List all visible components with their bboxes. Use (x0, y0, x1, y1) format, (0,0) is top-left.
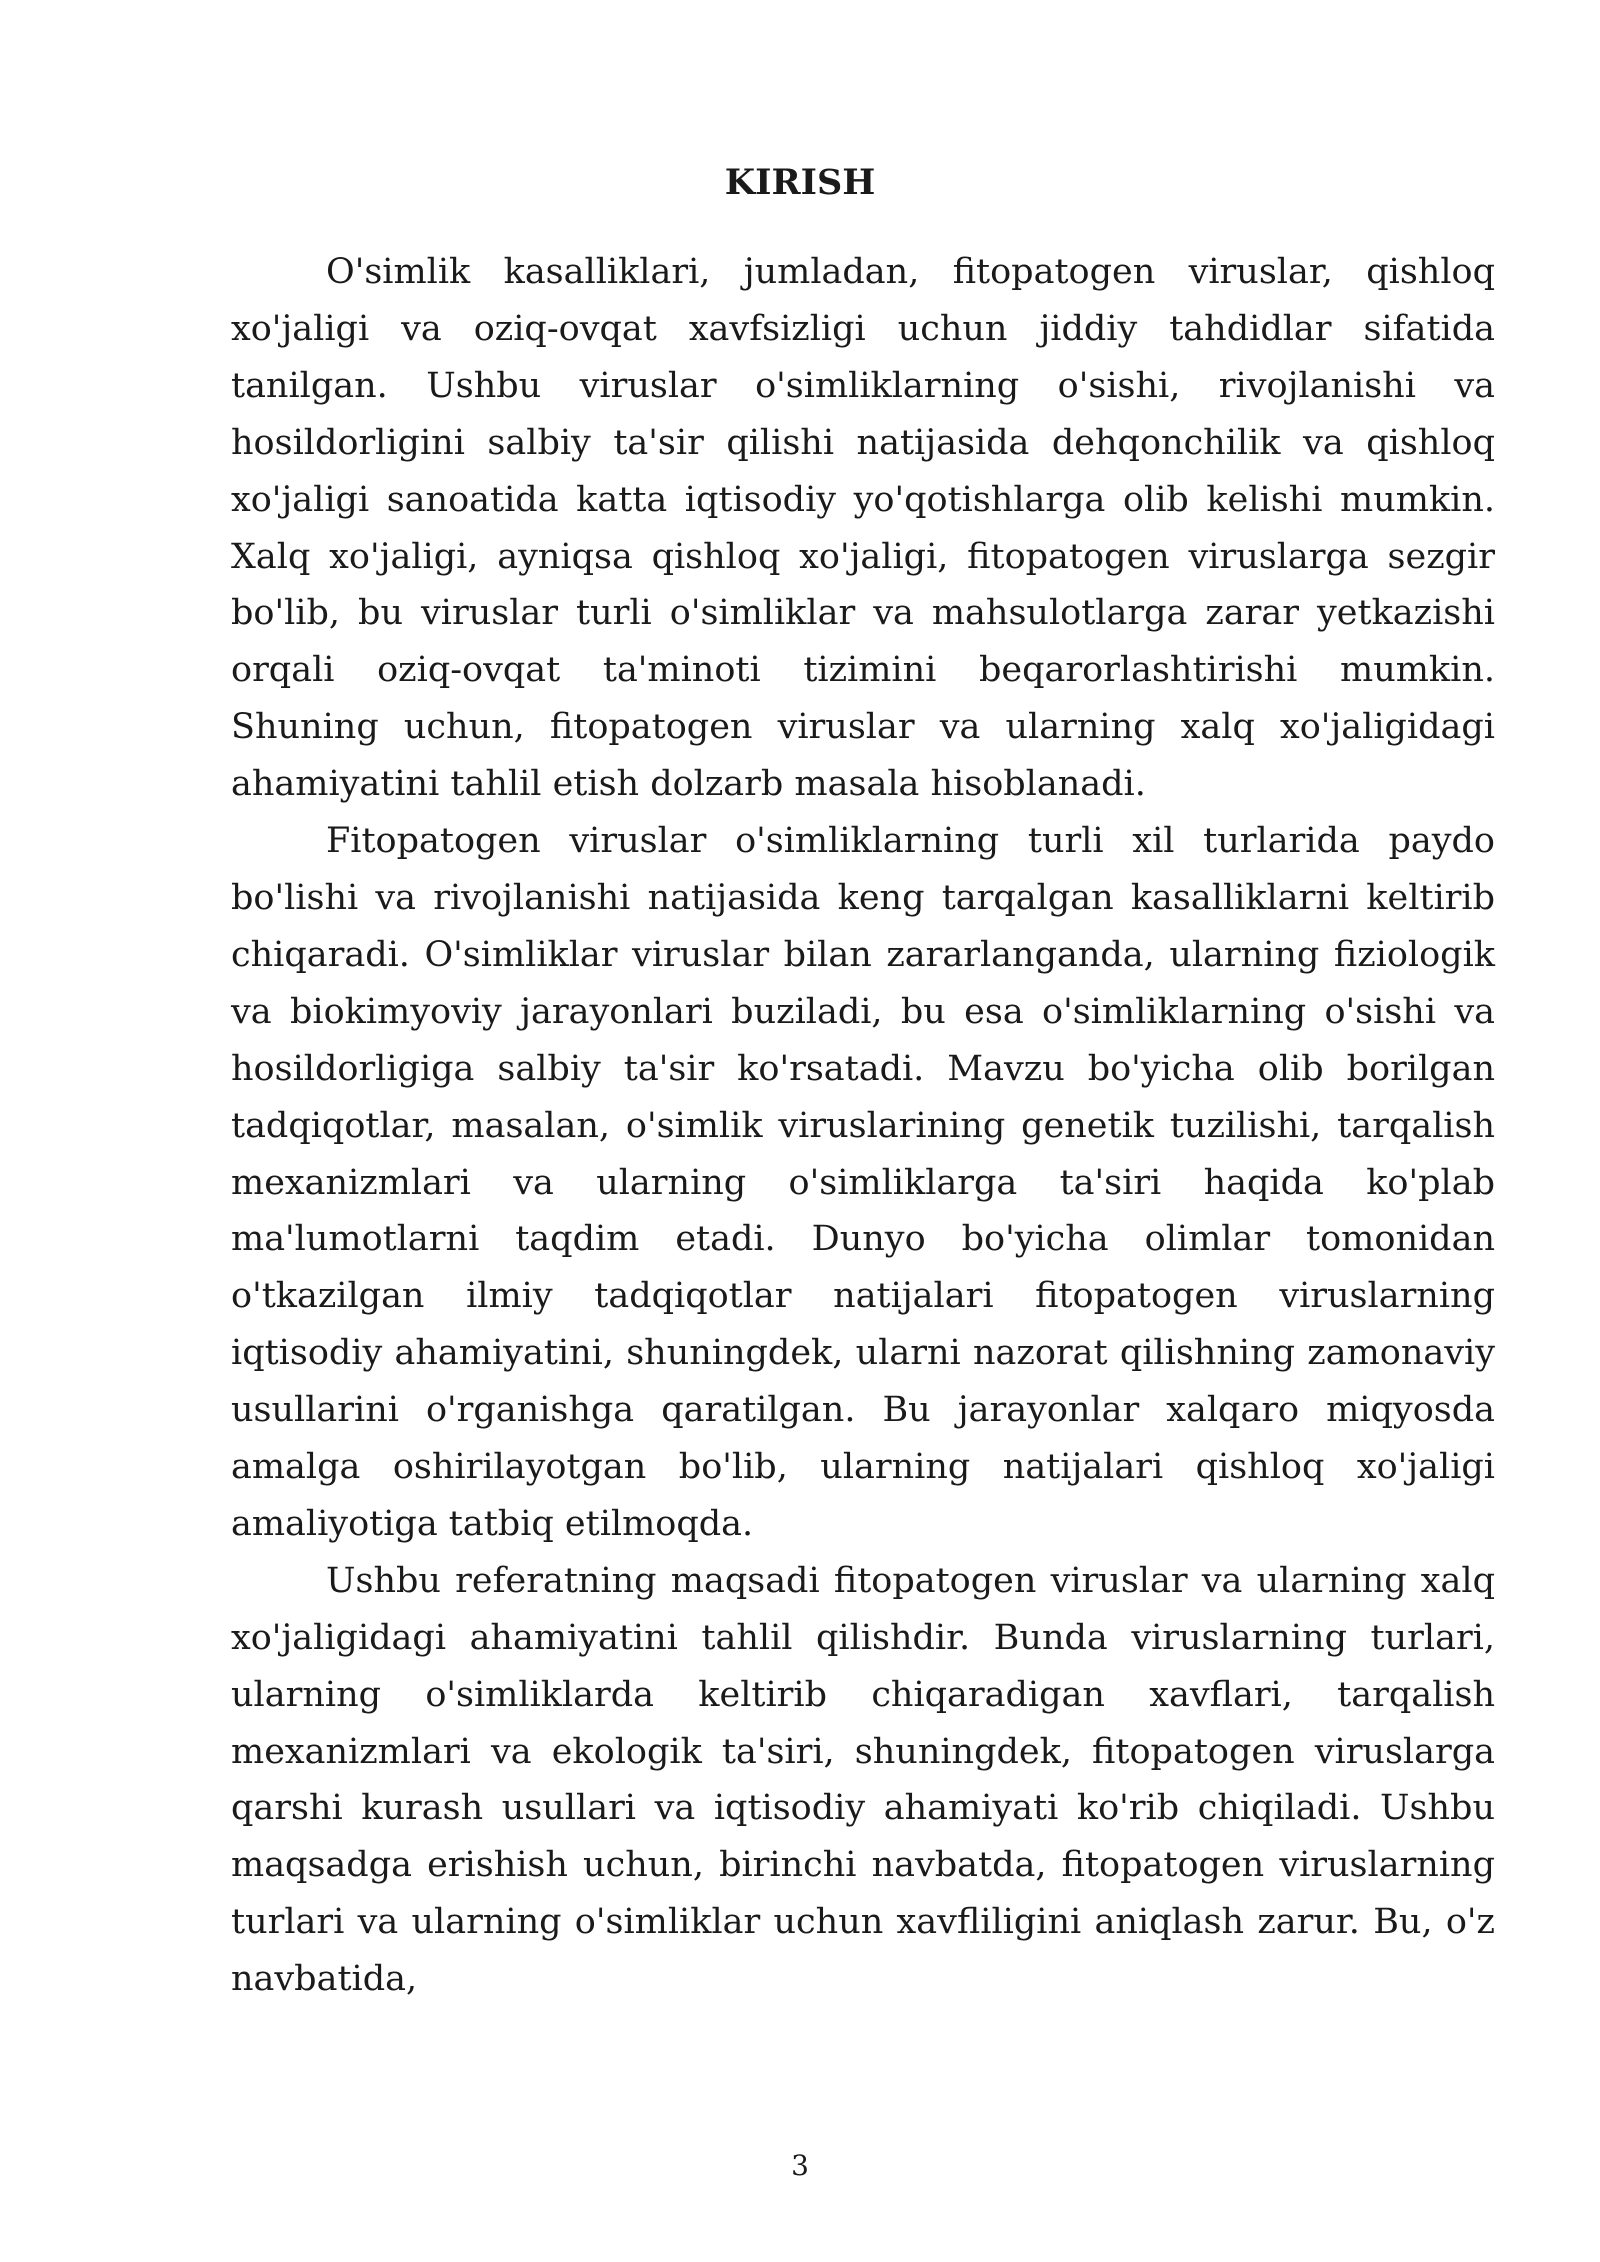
page-title: KIRISH (724, 162, 876, 203)
page-number: 3 (791, 2149, 809, 2182)
body-text (231, 244, 1495, 2008)
paragraph-3: Ushbu referatning maqsadi fitopatogen viruslar va ularning xalq xo'jaligidagi ahamiyatini tahlil qilishdir. Bunda viruslarning turlari, ularning o'simliklarda keltirib chiqaradigan xavflari, tarqalish mexanizmlari va ekologik ta'siri, shuningdek, fitopatogen viruslarga qarshi kurash usullari va iqtisodiy ahamiyati ko'rib chiqiladi. Ushbu maqsadga erishish uchun, birinchi navbatda, fitopatogen viruslarning turlari va ularning o'simliklar uchun xavfliligini aniqlash zarur. Bu, o'z navbatida, (231, 1560, 1495, 2000)
paragraph-1: O'simlik kasalliklari, jumladan, fitopatogen viruslar, qishloq xo'jaligi va oziq-ovqat xavfsizligi uchun jiddiy tahdidlar sifatida tanilgan. Ushbu viruslar o'simliklarning o'sishi, rivojlanishi va hosildorligini salbiy ta'sir qilishi natijasida dehqonchilik va qishloq xo'jaligi sanoatida katta iqtisodiy yo'qotishlarga olib kelishi mumkin. Xalq xo'jaligi, ayniqsa qishloq xo'jaligi, fitopatogen viruslarga sezgir bo'lib, bu viruslar turli o'simliklar va mahsulotlarga zarar yetkazishi orqali oziq-ovqat ta'minoti tizimini beqarorlashtirishi mumkin. Shuning uchun, fitopatogen viruslar va ularning xalq xo'jaligidagi ahamiyatini tahlil etish dolzarb masala hisoblanadi. (231, 252, 1495, 805)
paragraph-2: Fitopatogen viruslar o'simliklarning turli xil turlarida paydo bo'lishi va rivojlanishi natijasida keng tarqalgan kasalliklarni keltirib chiqaradi. O'simliklar viruslar bilan zararlanganda, ularning fiziologik va biokimyoviy jarayonlari buziladi, bu esa o'simliklarning o'sishi va hosildorligiga salbiy ta'sir ko'rsatadi. Mavzu bo'yicha olib borilgan tadqiqotlar, masalan, o'simlik viruslarining genetik tuzilishi, tarqalish mexanizmlari va ularning o'simliklarga ta'siri haqida ko'plab ma'lumotlarni taqdim etadi. Dunyo bo'yicha olimlar tomonidan o'tkazilgan ilmiy tadqiqotlar natijalari fitopatogen viruslarning iqtisodiy ahamiyatini, shuningdek, ularni nazorat qilishning zamonaviy usullarini o'rganishga qaratilgan. Bu jarayonlar xalqaro miqyosda amalga oshirilayotgan bo'lib, ularning natijalari qishloq xo'jaligi amaliyotiga tatbiq etilmoqda. (231, 821, 1495, 1544)
